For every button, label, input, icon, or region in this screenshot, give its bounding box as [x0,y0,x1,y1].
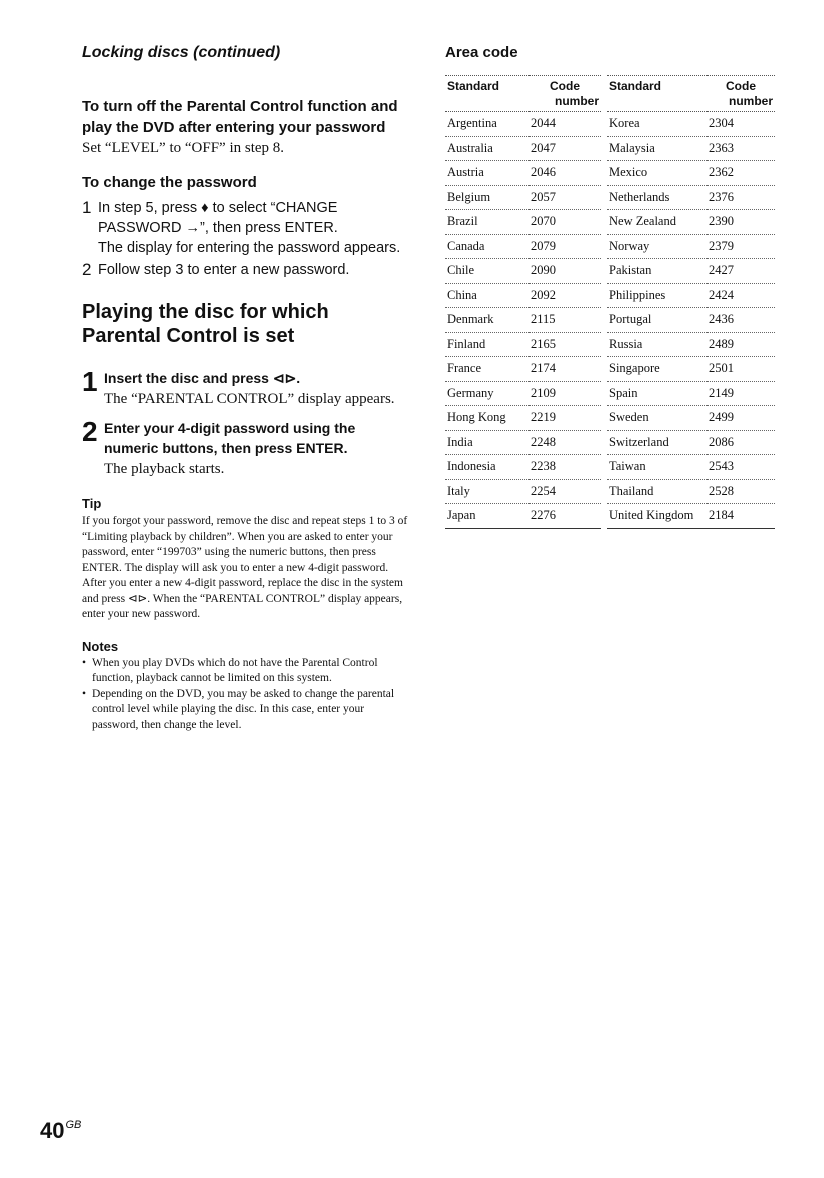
change-step-2 [82,260,412,280]
code-cell: 2436 [707,308,775,333]
standard-cell: Mexico [607,161,707,186]
step-body: The “PARENTAL CONTROL” display appears. [104,391,395,407]
code-cell: 2086 [707,430,775,455]
standard-cell: Malaysia [607,136,707,161]
standard-cell: New Zealand [607,210,707,235]
playing-step-2 [82,418,412,480]
area-code-title: Area code [445,44,518,61]
code-cell: 2070 [529,210,601,235]
code-cell: 2057 [529,185,601,210]
standard-cell: Canada [445,234,529,259]
standard-cell: Pakistan [607,259,707,284]
standard-cell: Germany [445,381,529,406]
right-column [445,44,775,529]
code-cell: 2254 [529,479,601,504]
standard-cell: Singapore [607,357,707,382]
code-cell: 2362 [707,161,775,186]
standard-cell: Switzerland [607,430,707,455]
code-cell: 2363 [707,136,775,161]
standard-cell: Russia [607,332,707,357]
header-code-bottom: number [554,94,599,108]
note-item [82,687,412,734]
step-body: The playback starts. [104,461,225,477]
standard-cell: Norway [607,234,707,259]
step-number: 2 [82,260,92,279]
header-code-number [707,76,775,112]
standard-cell: Indonesia [445,455,529,480]
code-cell: 2376 [707,185,775,210]
header-code-bottom: number [728,94,773,108]
standard-cell: Finland [445,332,529,357]
turn-off-body: Set “LEVEL” to “OFF” in step 8. [82,140,285,156]
code-cell: 2489 [707,332,775,357]
standard-cell: Portugal [607,308,707,333]
standard-cell: Italy [445,479,529,504]
step-number: 1 [82,198,92,217]
left-column [82,44,412,733]
bullet: • [82,687,87,700]
code-cell: 2044 [529,112,601,137]
step-text: The display for entering the password appears. [98,240,401,256]
standard-cell: Thailand [607,479,707,504]
code-cell: 2149 [707,381,775,406]
table-row [445,406,775,431]
standard-cell: Chile [445,259,529,284]
code-cell: 2238 [529,455,601,480]
standard-cell: Austria [445,161,529,186]
note-item [82,656,412,687]
bullet: • [82,656,87,669]
standard-cell: Argentina [445,112,529,137]
table-row [445,234,775,259]
standard-cell: Belgium [445,185,529,210]
code-cell: 2092 [529,283,601,308]
code-cell: 2047 [529,136,601,161]
standard-cell: Netherlands [607,185,707,210]
page-number-value: 40 [40,1118,65,1143]
code-cell: 2109 [529,381,601,406]
step-number: 2 [82,416,98,447]
table-row [445,136,775,161]
code-cell: 2543 [707,455,775,480]
code-cell: 2174 [529,357,601,382]
code-cell: 2499 [707,406,775,431]
code-cell: 2379 [707,234,775,259]
note-text: Depending on the DVD, you may be asked to change the parental control level while playing the disc. In this case, enter your password, then change the level. [92,687,395,731]
table-row [445,210,775,235]
step-text: In step 5, press ♦ to select “CHANGE PASSWORD →”, then press ENTER. [98,200,338,236]
standard-cell: Sweden [607,406,707,431]
standard-cell: India [445,430,529,455]
table-row [445,259,775,284]
code-cell: 2046 [529,161,601,186]
table-row [445,504,775,529]
playing-section-title: Playing the disc for which Parental Control is set [82,301,329,347]
code-cell: 2219 [529,406,601,431]
tip-text: If you forgot your password, remove the disc and repeat steps 1 to 3 of “Limiting playback by children”. When you are asked to enter your password, enter “199703” using the numeric buttons, then press ENTER. The display will ask you to enter a new 4-digit password. After you enter a new 4-digit password, replace the disc in the system and press ⊲⊳. When the “PARENTAL CONTROL” display appears, enter your new password. [82,515,408,620]
code-cell: 2501 [707,357,775,382]
change-password-heading: To change the password [82,174,257,191]
table-row [445,112,775,137]
code-cell: 2184 [707,504,775,529]
notes-heading: Notes [82,638,119,654]
header-code-number [529,76,601,112]
code-cell: 2390 [707,210,775,235]
code-cell: 2115 [529,308,601,333]
table-row [445,479,775,504]
table-row [445,161,775,186]
standard-cell: Japan [445,504,529,529]
code-cell: 2079 [529,234,601,259]
code-cell: 2248 [529,430,601,455]
standard-cell: Denmark [445,308,529,333]
standard-cell: Hong Kong [445,406,529,431]
table-row [445,381,775,406]
change-step-1 [82,198,412,258]
standard-cell: Korea [607,112,707,137]
step-number: 1 [82,366,98,397]
standard-cell: France [445,357,529,382]
header-standard: Standard [445,76,529,112]
standard-cell: Philippines [607,283,707,308]
table-row [445,308,775,333]
area-code-rows [445,112,775,529]
code-cell: 2276 [529,504,601,529]
table-row [445,430,775,455]
code-cell: 2304 [707,112,775,137]
code-cell: 2165 [529,332,601,357]
standard-cell: Brazil [445,210,529,235]
note-text: When you play DVDs which do not have the Parental Control function, playback cannot be limited on this system. [92,656,378,684]
table-row [445,455,775,480]
step-heading: Enter your 4-digit password using the numeric buttons, then press ENTER. [104,420,356,456]
header-code-top: Code [550,79,580,93]
code-cell: 2427 [707,259,775,284]
standard-cell: Spain [607,381,707,406]
turn-off-heading: To turn off the Parental Control function and play the DVD after entering your password [82,98,398,136]
running-head: Locking discs (continued) [82,44,281,61]
table-header-row [445,76,775,112]
table-row [445,332,775,357]
playing-step-1 [82,368,412,410]
area-code-table [445,75,775,529]
standard-cell: Taiwan [607,455,707,480]
standard-cell: China [445,283,529,308]
standard-cell: Australia [445,136,529,161]
page-number [40,1118,81,1144]
header-standard: Standard [607,76,707,112]
code-cell: 2424 [707,283,775,308]
page-number-suffix: GB [65,1119,82,1131]
table-row [445,283,775,308]
header-code-top: Code [726,79,756,93]
code-cell: 2528 [707,479,775,504]
step-heading: Insert the disc and press ⊲⊳. [104,370,301,386]
code-cell: 2090 [529,259,601,284]
table-row [445,357,775,382]
table-row [445,185,775,210]
standard-cell: United Kingdom [607,504,707,529]
tip-heading: Tip [82,496,102,511]
step-text: Follow step 3 to enter a new password. [98,262,350,278]
